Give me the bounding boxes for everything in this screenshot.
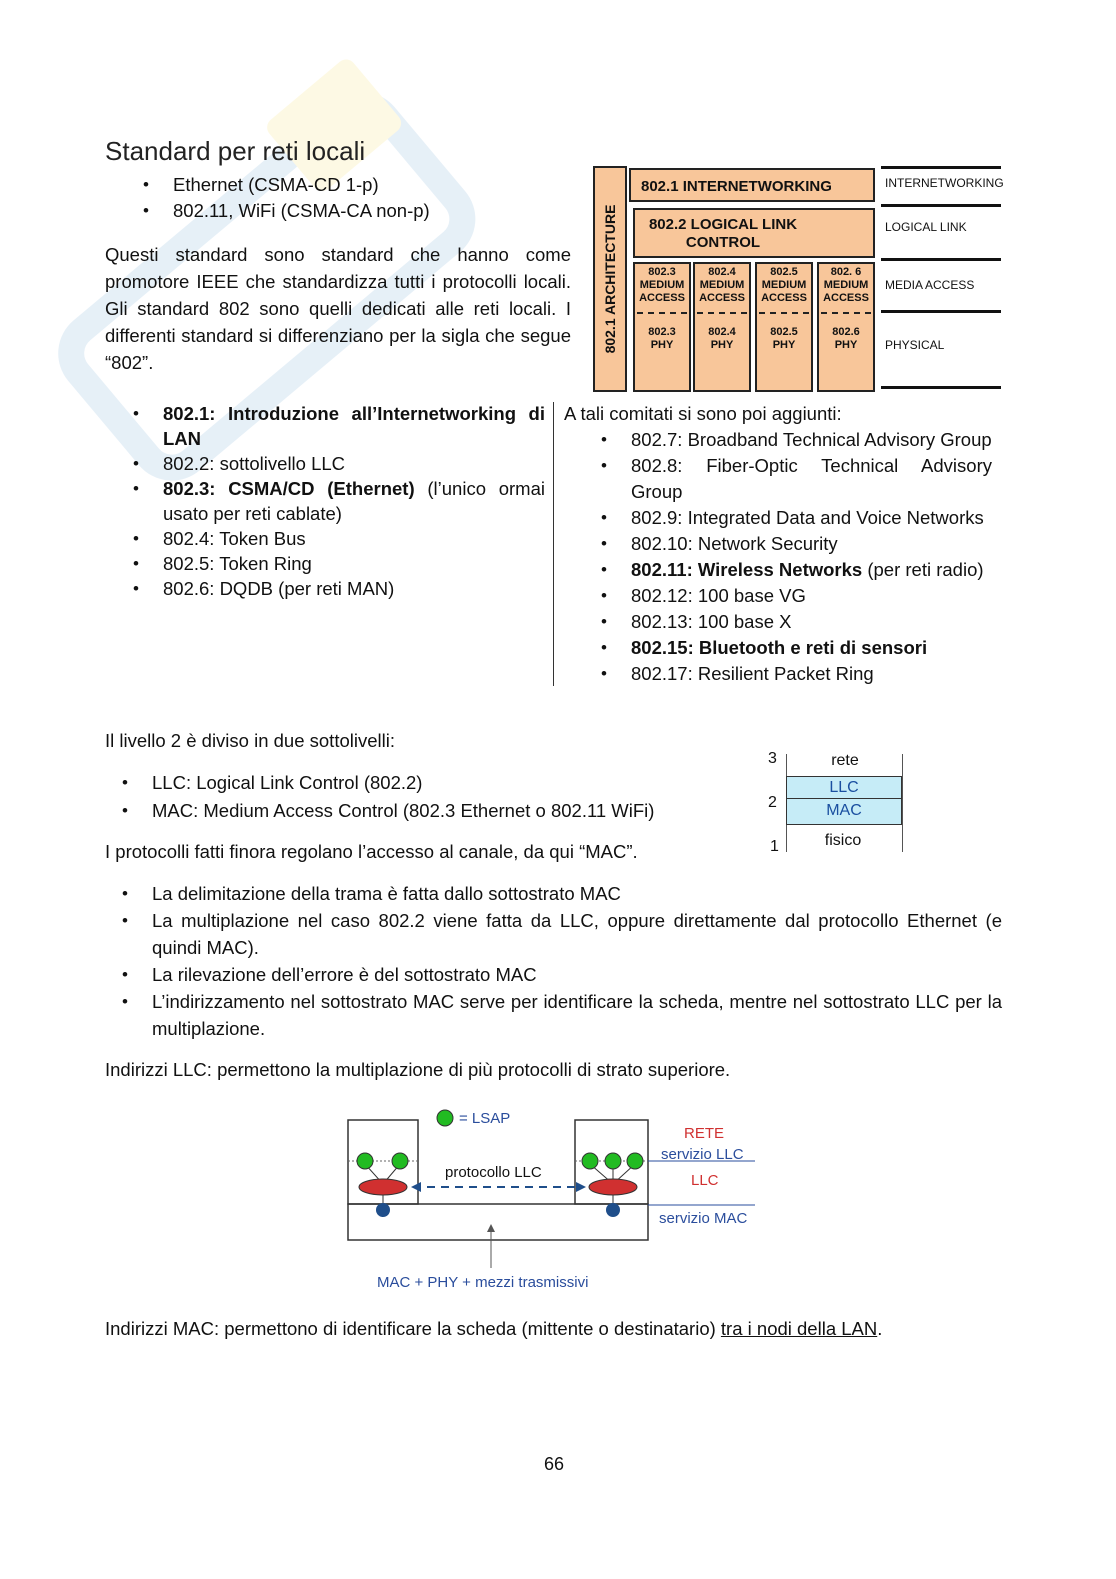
- layer-logical-link: LOGICAL LINK: [885, 220, 967, 234]
- page-number: 66: [544, 1454, 565, 1474]
- intro-paragraph: Questi standard sono standard che hanno come promotore IEEE che standardizza tutti i protocolli locali. Gli standard 802 sono quelli dedicati alle reti locali. I differenti standard si differenziano per la sigla che segue “802”.: [105, 244, 571, 373]
- level2-intro: Il livello 2 è diviso in due sottolivelli:: [105, 730, 395, 751]
- mac-label: 802.4 MEDIUM ACCESS: [699, 266, 745, 304]
- lsap-node-icon: [357, 1153, 373, 1169]
- list-item: • 802.7: Broadband Technical Advisory Group: [631, 427, 992, 453]
- list-item: • 802.11, WiFi (CSMA-CA non-p): [173, 198, 573, 224]
- lsap-diagram: [345, 1106, 765, 1296]
- lsap-node-icon: [392, 1153, 408, 1169]
- page-title: Standard per reti locali: [105, 136, 366, 166]
- stack-fisico: fisico: [824, 832, 862, 849]
- committee-list-right: [631, 427, 992, 687]
- lsap-legend-icon: [437, 1110, 453, 1126]
- list-item: • 802.17: Resilient Packet Ring: [631, 661, 992, 687]
- logical-link-box: [633, 208, 875, 258]
- stack-mac: MAC: [786, 799, 902, 825]
- llc-label: LLC: [691, 1172, 719, 1189]
- list-item: • 802.6: DQDB (per reti MAN): [163, 576, 545, 601]
- column-802-5: [755, 262, 813, 392]
- list-item: • La delimitazione della trama è fatta dallo sottostrato MAC: [152, 880, 1002, 907]
- list-item: • 802.15: Bluetooth e reti di sensori: [631, 635, 992, 661]
- list-item: • LLC: Logical Link Control (802.2): [152, 769, 712, 797]
- llc-entity-icon: [359, 1179, 407, 1195]
- bottom-caption: MAC + PHY + mezzi trasmissivi: [377, 1274, 589, 1291]
- llc-addresses-text: Indirizzi LLC: permettono la multiplazione di più protocolli di strato superiore.: [105, 1059, 731, 1080]
- list-item: • 802.9: Integrated Data and Voice Networks: [631, 505, 992, 531]
- phy-label: 802.5 PHY: [770, 326, 798, 351]
- protocols-sentence: I protocolli fatti finora regolano l’accesso al canale, da qui “MAC”.: [105, 841, 638, 862]
- list-item: • 802.4: Token Bus: [163, 526, 545, 551]
- mac-sap-icon: [606, 1203, 620, 1217]
- list-item: • 802.13: 100 base X: [631, 609, 992, 635]
- lsap-legend: = LSAP: [459, 1110, 511, 1127]
- mac-label: 802.5 MEDIUM ACCESS: [761, 266, 807, 304]
- layer-media-access: MEDIA ACCESS: [885, 278, 975, 292]
- lsap-node-icon: [605, 1153, 621, 1169]
- column-divider: [553, 402, 554, 686]
- protocollo-llc-label: protocollo LLC: [445, 1164, 542, 1181]
- mac-addresses-text: Indirizzi MAC: permettono di identificare la scheda (mittente o destinatario) tra i nodi della LAN.: [105, 1318, 883, 1339]
- architecture-side-box: [593, 166, 627, 392]
- rete-label: RETE: [684, 1125, 725, 1142]
- level-number-3: 3: [768, 750, 777, 767]
- committee-list-left: [163, 401, 545, 601]
- level-number-1: 1: [770, 838, 779, 855]
- list-item: • L’indirizzamento nel sottostrato MAC serve per identificare la scheda, mentre nel sottostrato LLC per la multiplazione.: [152, 988, 1002, 1042]
- phy-label: 802.6 PHY: [832, 326, 860, 351]
- list-item: • 802.10: Network Security: [631, 531, 992, 557]
- column-802-4: [693, 262, 751, 392]
- stack-rete: rete: [831, 752, 859, 769]
- architecture-side-label: 802.1 ARCHITECTURE: [602, 204, 618, 354]
- functions-list: [152, 880, 1002, 1042]
- column-802-3: [633, 262, 691, 392]
- list-item: • 802.12: 100 base VG: [631, 583, 992, 609]
- list-item: • 802.3: CSMA/CD (Ethernet) (l’unico ormai usato per reti cablate): [163, 476, 545, 526]
- logical-link-label: 802.2 LOGICAL LINK CONTROL: [648, 216, 798, 251]
- llc-entity-icon: [589, 1179, 637, 1195]
- level2-list: [152, 769, 712, 825]
- list-item: • 802.8: Fiber-Optic Technical Advisory Group: [631, 453, 992, 505]
- phy-label: 802.3 PHY: [648, 326, 676, 351]
- architecture-diagram: [593, 166, 1005, 394]
- list-item: • 802.11: Wireless Networks (per reti radio): [631, 557, 992, 583]
- list-item: • Ethernet (CSMA-CD 1-p): [173, 172, 573, 198]
- list-item: • MAC: Medium Access Control (802.3 Ethernet o 802.11 WiFi): [152, 797, 712, 825]
- internetworking-label: 802.1 INTERNETWORKING: [641, 178, 832, 195]
- lsap-node-icon: [582, 1153, 598, 1169]
- layer-physical: PHYSICAL: [885, 338, 945, 352]
- mac-sap-icon: [376, 1203, 390, 1217]
- stack-diagram: [764, 748, 909, 858]
- list-item: • 802.2: sottolivello LLC: [163, 451, 545, 476]
- stack-llc: LLC: [786, 776, 902, 799]
- intro-bullet-list: [173, 172, 573, 224]
- list-item: • La multiplazione nel caso 802.2 viene fatta da LLC, oppure direttamente dal protocollo Ethernet (e quindi MAC).: [152, 907, 1002, 961]
- mac-label: 802. 6 MEDIUM ACCESS: [823, 266, 869, 304]
- level-number-2: 2: [768, 794, 777, 811]
- servizio-llc-label: servizio LLC: [661, 1146, 744, 1163]
- servizio-mac-label: servizio MAC: [659, 1210, 748, 1227]
- list-item: • 802.5: Token Ring: [163, 551, 545, 576]
- phy-label: 802.4 PHY: [708, 326, 736, 351]
- mac-label: 802.3 MEDIUM ACCESS: [639, 266, 685, 304]
- list-item: • 802.1: Introduzione all’Internetworking di LAN: [163, 401, 545, 451]
- layer-internetworking: INTERNETWORKING: [885, 176, 1004, 190]
- committee-intro-right: A tali comitati si sono poi aggiunti:: [564, 403, 842, 424]
- internetworking-box: [629, 168, 875, 202]
- list-item: • La rilevazione dell’errore è del sottostrato MAC: [152, 961, 1002, 988]
- column-802-6: [817, 262, 875, 392]
- lsap-node-icon: [627, 1153, 643, 1169]
